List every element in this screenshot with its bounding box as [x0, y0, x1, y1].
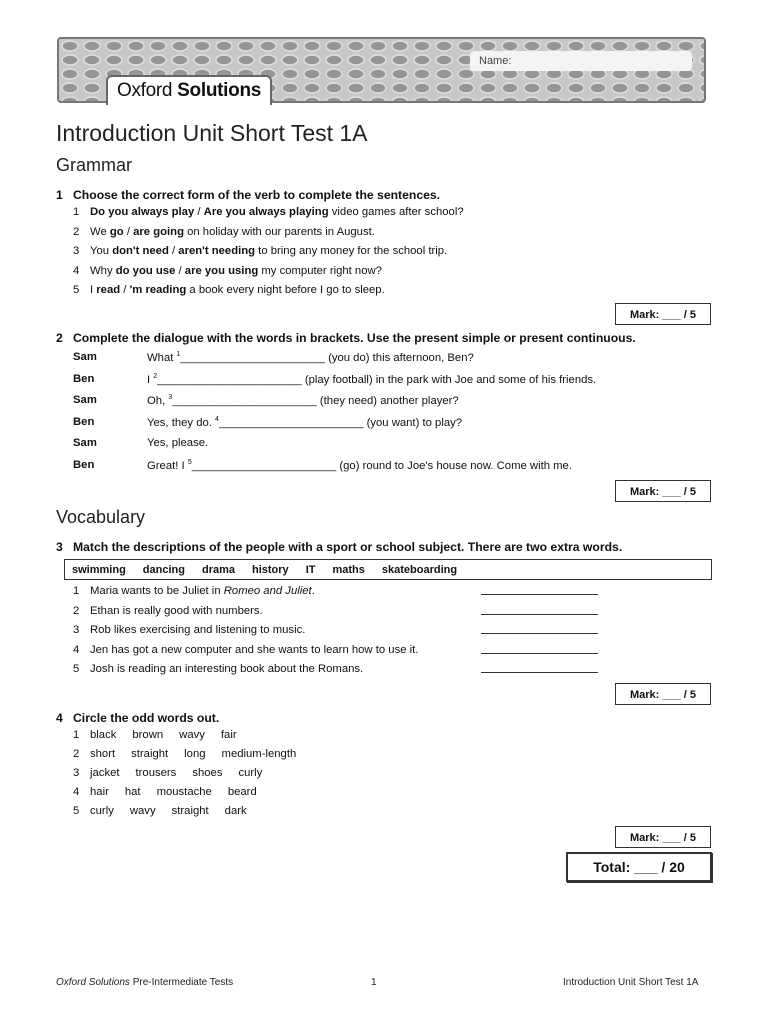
dialogue-line: [73, 437, 693, 453]
footer-right: Introduction Unit Short Test 1A: [563, 977, 699, 988]
answer-line[interactable]: [481, 672, 598, 673]
speaker-name: Ben: [73, 372, 95, 385]
item-text: Rob likes exercising and listening to music.: [90, 624, 306, 636]
word-option: swimming: [72, 564, 126, 576]
q4-item: [73, 786, 473, 802]
item-number: 2: [73, 604, 80, 617]
dialogue-text[interactable]: Yes, please.: [147, 437, 209, 450]
item-number: 3: [73, 767, 80, 779]
page-number: 1: [371, 977, 377, 988]
q4-mark: Mark: ___ / 5: [615, 826, 711, 848]
q1-item: [73, 226, 673, 242]
dialogue-line: [73, 459, 693, 475]
odd-word-option[interactable]: brown: [132, 729, 164, 741]
odd-word-option[interactable]: fair: [220, 729, 237, 741]
q3-item: [73, 605, 633, 621]
odd-word-option[interactable]: long: [184, 748, 206, 760]
q3-item: [73, 663, 633, 679]
odd-word-option[interactable]: curly: [90, 805, 114, 817]
odd-word-option[interactable]: wavy: [179, 729, 205, 741]
odd-word-option[interactable]: curly: [238, 767, 263, 779]
item-number: 4: [73, 264, 80, 277]
q4-instruction: 4 Circle the odd words out.: [56, 711, 220, 725]
odd-word-option[interactable]: dark: [224, 805, 247, 817]
answer-line[interactable]: [481, 594, 598, 595]
item-text: Josh is reading an interesting book about the Romans.: [90, 663, 364, 675]
odd-word-option[interactable]: jacket: [90, 767, 120, 779]
q1-mark: Mark: ___ / 5: [615, 303, 711, 325]
item-text: We go / are going on holiday with our parents in August.: [90, 225, 375, 238]
odd-word-option[interactable]: medium-length: [221, 748, 297, 760]
word-option: history: [252, 564, 289, 576]
item-text: Why do you use / are you using my computer right now?: [90, 264, 382, 277]
grammar-heading: Grammar: [56, 155, 132, 175]
odd-word-option[interactable]: trousers: [135, 767, 177, 779]
q4-item: [73, 748, 473, 764]
q4-item: [73, 805, 473, 821]
item-text: Jen has got a new computer and she wants to learn how to use it.: [90, 643, 419, 656]
item-text: Ethan is really good with numbers.: [90, 604, 263, 617]
dialogue-text[interactable]: I $^2$_______________________ (play football) in the park with Joe and some of his friends.: [147, 372, 597, 386]
speaker-name: Ben: [73, 415, 95, 428]
footer-left: Oxford Solutions Pre-Intermediate Tests: [56, 977, 234, 988]
word-list: [90, 805, 263, 817]
brand-logo: Oxford Solutions: [106, 75, 272, 105]
item-number: 5: [73, 805, 80, 817]
vocabulary-heading: Vocabulary: [56, 507, 146, 527]
dialogue-line: [73, 373, 693, 389]
word-option: drama: [201, 564, 235, 576]
q1-item: [73, 284, 673, 300]
dialogue-line: [73, 351, 693, 367]
odd-word-option[interactable]: black: [90, 729, 117, 741]
q1-instruction: 1 Choose the correct form of the verb to complete the sentences.: [56, 188, 441, 202]
odd-word-option[interactable]: straight: [131, 748, 169, 760]
q2-mark: Mark: ___ / 5: [615, 480, 711, 502]
word-list: [90, 767, 278, 779]
q3-item: [73, 585, 633, 601]
q3-item: [73, 644, 633, 660]
q1-item: [73, 206, 673, 222]
word-box: [64, 559, 712, 580]
odd-word-option[interactable]: beard: [227, 786, 257, 798]
item-text: Maria wants to be Juliet in Romeo and Juliet.: [90, 585, 315, 597]
page-title: Introduction Unit Short Test 1A: [56, 120, 368, 146]
dialogue-text[interactable]: What $^1$_______________________ (you do) this afternoon, Ben?: [147, 351, 474, 364]
dialogue-line: [73, 394, 693, 410]
word-list: [90, 729, 253, 741]
q1-item: [73, 265, 673, 281]
item-number: 1: [73, 206, 80, 218]
item-number: 5: [73, 663, 80, 675]
item-text: I read / 'm reading a book every night before I go to sleep.: [90, 284, 385, 296]
answer-line[interactable]: [481, 614, 598, 615]
word-list: [90, 748, 312, 760]
item-number: 1: [73, 585, 80, 597]
item-number: 2: [73, 748, 80, 760]
item-number: 4: [73, 643, 80, 656]
q3-item: [73, 624, 633, 640]
odd-word-option[interactable]: shoes: [192, 767, 223, 779]
dialogue-text[interactable]: Oh, $^3$_______________________ (they need) another player?: [147, 394, 459, 407]
speaker-name: Ben: [73, 459, 95, 471]
q2-instruction: 2 Complete the dialogue with the words in brackets. Use the present simple or present continuous.: [56, 331, 636, 345]
q4-item: [73, 767, 473, 783]
item-number: 2: [73, 225, 80, 238]
name-label: Name:: [479, 55, 512, 67]
word-option: IT: [305, 564, 316, 576]
odd-word-option[interactable]: straight: [171, 805, 209, 817]
speaker-name: Sam: [73, 437, 97, 450]
item-text: Do you always play / Are you always playing video games after school?: [90, 206, 464, 218]
item-number: 3: [73, 245, 80, 257]
item-number: 5: [73, 284, 80, 296]
odd-word-option[interactable]: short: [90, 748, 116, 760]
item-text: You don't need / aren't needing to bring any money for the school trip.: [90, 245, 448, 257]
odd-word-option[interactable]: hair: [90, 786, 109, 798]
odd-word-option[interactable]: wavy: [129, 805, 156, 817]
q4-item: [73, 729, 473, 745]
word-option: skateboarding: [381, 564, 458, 576]
item-number: 4: [73, 786, 80, 798]
dialogue-text[interactable]: Yes, they do. $^4$_______________________ (you want) to play?: [147, 415, 463, 429]
q1-item: [73, 245, 673, 261]
item-number: 1: [73, 729, 80, 741]
word-option: dancing: [142, 564, 185, 576]
speaker-name: Sam: [73, 394, 97, 407]
q3-instruction: 3 Match the descriptions of the people with a sport or school subject. There are two extra words.: [56, 540, 623, 554]
dialogue-text[interactable]: Great! I $^5$_______________________ (go) round to Joe's house now. Come with me.: [147, 459, 572, 472]
odd-word-option[interactable]: moustache: [156, 786, 212, 798]
item-number: 3: [73, 624, 80, 636]
q3-mark: Mark: ___ / 5: [615, 683, 711, 705]
odd-word-option[interactable]: hat: [124, 786, 141, 798]
answer-line[interactable]: [481, 653, 598, 654]
total-score: Total: ___ / 20: [566, 852, 712, 882]
word-list: [90, 786, 273, 798]
speaker-name: Sam: [73, 351, 97, 363]
dialogue-line: [73, 416, 693, 432]
answer-line[interactable]: [481, 633, 598, 634]
word-option: maths: [332, 564, 365, 576]
